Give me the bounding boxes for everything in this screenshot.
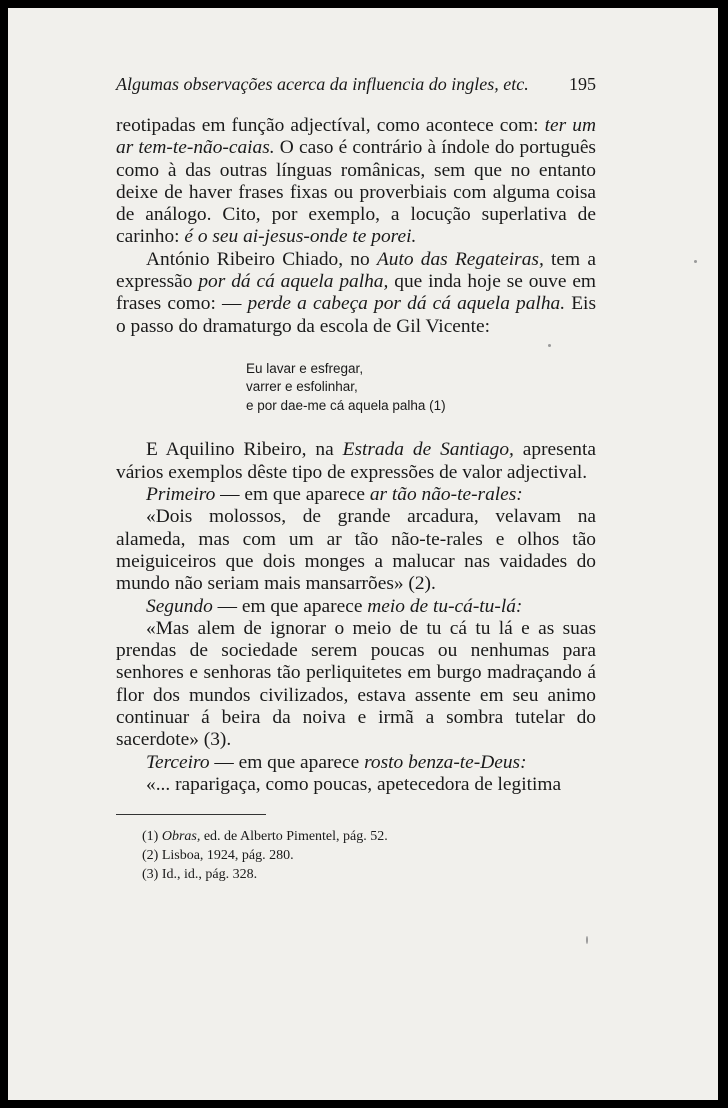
footnote [116,846,596,865]
text-run: — em que aparece [209,751,365,773]
text-run: apresenta vários exemplos dêste tipo de expressões de valor adjectival. [116,439,596,483]
paragraph [116,596,596,618]
running-header [116,74,596,95]
italic-text: rosto benza-te-Deus: [364,751,527,773]
italic-text: Obras, [161,829,201,845]
paragraph [116,115,596,249]
body-text-bottom [116,439,596,796]
italic-text: por dá cá aquela palha, [198,271,389,293]
text-run: António Ribeiro Chiado, no [146,248,377,270]
paper-speck [586,936,588,944]
paper-speck [694,260,697,263]
text-run: O caso é contrário à índole do português como à das outras línguas românicas, sem que no entanto deixe de haver frases fixas ou proverbiais com alguma coisa de análogo. Cito, por exemplo, a locução superlativa de carinho: [116,137,596,248]
paper-speck [548,344,551,347]
paragraph [116,774,596,796]
footnote-number: (2) [142,848,162,864]
text-run: Id., id., pág. 328. [161,867,258,883]
italic-text: ter um ar tem-te-não-caias. [116,115,596,159]
body-text-top [116,115,596,338]
page-number: 195 [569,74,596,94]
verse-line: e por dae-me cá aquela palha (1) [246,397,446,413]
footnote-number: (3) [142,867,162,883]
paragraph [116,249,596,338]
text-run: tem a expressão [116,248,596,293]
paragraph [116,618,596,752]
footnote-ref: (1) [429,397,446,413]
italic-text: ar tão não-te-rales: [369,484,523,506]
paragraph [116,439,596,484]
text-run: E Aquilino Ribeiro, na [146,439,343,461]
italic-text: Terceiro [146,751,210,773]
verse-line: Eu lavar e esfregar, [246,360,364,376]
italic-text: meio de tu-cá-tu-lá: [367,595,523,617]
footnotes [116,827,596,884]
text-run: «Dois molossos, de grande arcadura, velavam na alameda, mas com um ar tão não-te-rales e olhos tão meiguiceiros que dois monges a malucar nas vaidades do mundo não seriam mais mansarrões» (2). [116,506,596,595]
text-run: ed. de Alberto Pimentel, pág. 52. [200,829,388,845]
verse-line: varrer e esfolinhar, [246,379,358,395]
paragraph [116,484,596,506]
verse-quote [246,360,596,416]
footnote [116,827,596,846]
running-title: Algumas observações acerca da influencia do ingles, etc. [116,74,529,94]
italic-text: é o seu ai-jesus-onde te porei. [184,226,417,248]
text-run: «Mas alem de ignorar o meio de tu cá tu lá e as suas prendas de sociedade serem poucas ou nenhumas para senhores e senhoras tão perliquitetes em burgo madraçando á flor dos mundos civilizados, estava assente em seu animo continuar á beira da noiva e irmã a sombra tutelar do sacerdote» (3). [116,617,596,751]
paragraph [116,752,596,774]
italic-text: Auto das Regateiras, [376,248,544,270]
italic-text: Primeiro [146,484,216,506]
text-run: reotipadas em função adjectíval, como acontece com: [116,115,545,136]
text-run: «... raparigaça, como poucas, apetecedora de legitima [146,773,562,795]
italic-text: perde a cabeça por dá cá aquela palha. [247,293,566,315]
footnote [116,865,596,884]
text-run: Lisboa, 1924, pág. 280. [161,848,294,864]
text-run: que inda hoje se ouve em frases como: — [116,271,597,315]
footnote-divider [116,814,266,815]
italic-text: Segundo [146,595,213,617]
text-run: Eis o passo do dramaturgo da escola de Gil Vicente: [116,293,596,337]
text-run: — em que aparece [212,595,368,617]
footnote-number: (1) [142,829,162,845]
text-run: — em que aparece [215,484,370,506]
italic-text: Estrada de Santiago, [342,439,514,461]
page-content [116,74,596,884]
page [8,8,720,1100]
paragraph [116,506,596,595]
